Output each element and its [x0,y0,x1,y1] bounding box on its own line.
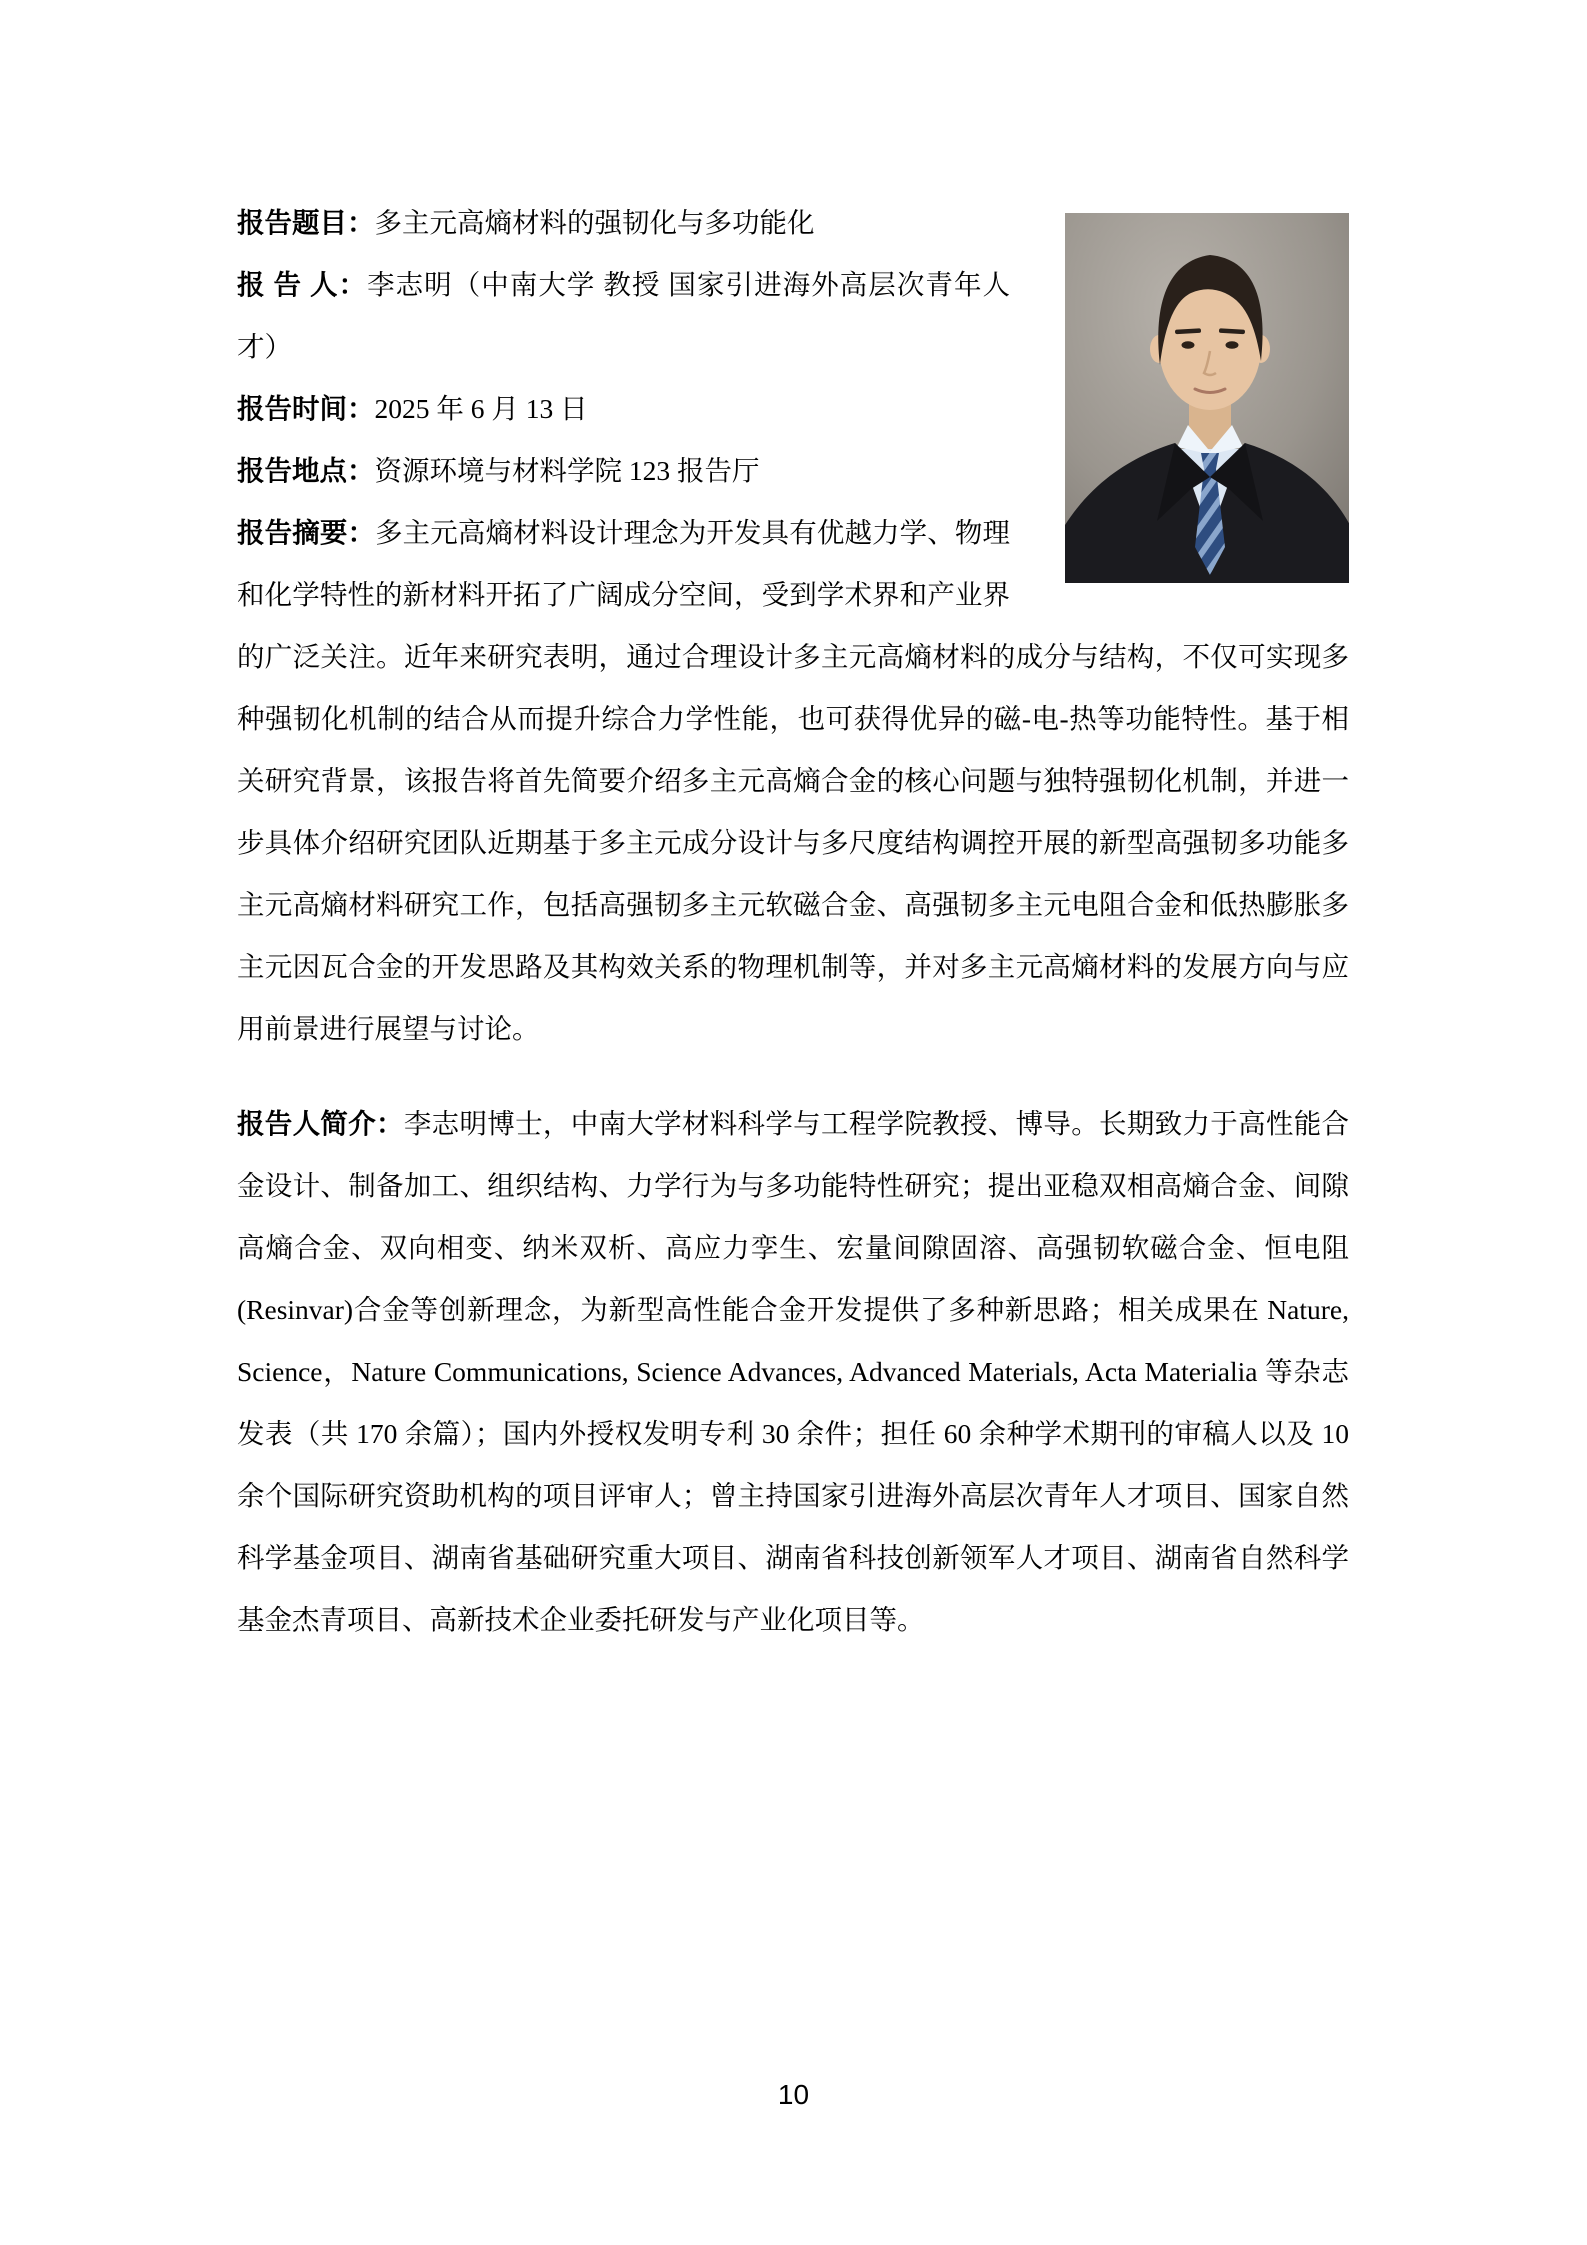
field-speaker-label: 报 告 人： [237,269,368,300]
bio-paragraph [237,1093,1349,1651]
field-speaker-value: 李志明（中南大学 教授 国家引进海外高层次青年人才） [237,269,1011,362]
abstract-paragraph [237,502,1349,1060]
page-number: 10 [777,2079,810,2110]
bio-text: 李志明博士，中南大学材料科学与工程学院教授、博导。长期致力于高性能合金设计、制备加工、组织结构、力学行为与多功能特性研究；提出亚稳双相高熵合金、间隙高熵合金、双向相变、纳米双析、高应力孪生、宏量间隙固溶、高强韧软磁合金、恒电阻(Resinvar)合金等创新理念，为新型高性能合金开发提供了多种新思路；相关成果在 Nature, Science，Nature Communications, Science Advances, Advanced Materials, Acta Materialia 等杂志发表（共 170 余篇）；国内外授权发明专利 30 余件；担任 60 余种学术期刊的审稿人以及 10 余个国际研究资助机构的项目评审人；曾主持国家引进海外高层次青年人才项目、国家自然科学基金项目、湖南省基础研究重大项目、湖南省科技创新领军人才项目、湖南省自然科学基金杰青项目、高新技术企业委托研发与产业化项目等。 [237,1108,1350,1635]
speaker-photo-illustration [1065,213,1349,583]
field-report-title-value: 多主元高熵材料的强韧化与多功能化 [374,207,815,238]
field-time-value: 2025 年 6 月 13 日 [374,393,588,424]
field-time-label: 报告时间： [237,393,375,424]
tie-knot [1201,453,1219,469]
abstract-label: 报告摘要： [237,517,376,548]
abstract-text: 多主元高熵材料设计理念为开发具有优越力学、物理和化学特性的新材料开拓了广阔成分空间，受到学术界和产业界的广泛关注。近年来研究表明，通过合理设计多主元高熵材料的成分与结构，不仅可实现多种强韧化机制的结合从而提升综合力学性能，也可获得优异的磁-电-热等功能特性。基于相关研究背景，该报告将首先简要介绍多主元高熵合金的核心问题与独特强韧化机制，并进一步具体介绍研究团队近期基于多主元成分设计与多尺度结构调控开展的新型高强韧多功能多主元高熵材料研究工作，包括高强韧多主元软磁合金、高强韧多主元电阻合金和低热膨胀多主元因瓦合金的开发思路及其构效关系的物理机制等，并对多主元高熵材料的发展方向与应用前景进行展望与讨论。 [237,517,1349,1044]
eye-right [1226,341,1239,349]
eye-left [1182,341,1195,349]
bio-label: 报告人简介： [237,1108,404,1139]
field-venue-value: 资源环境与材料学院 123 报告厅 [374,455,760,486]
field-venue-label: 报告地点： [237,455,375,486]
document-content [237,192,1349,1651]
speaker-photo [1065,213,1349,583]
field-report-title-label: 报告题目： [237,207,375,238]
